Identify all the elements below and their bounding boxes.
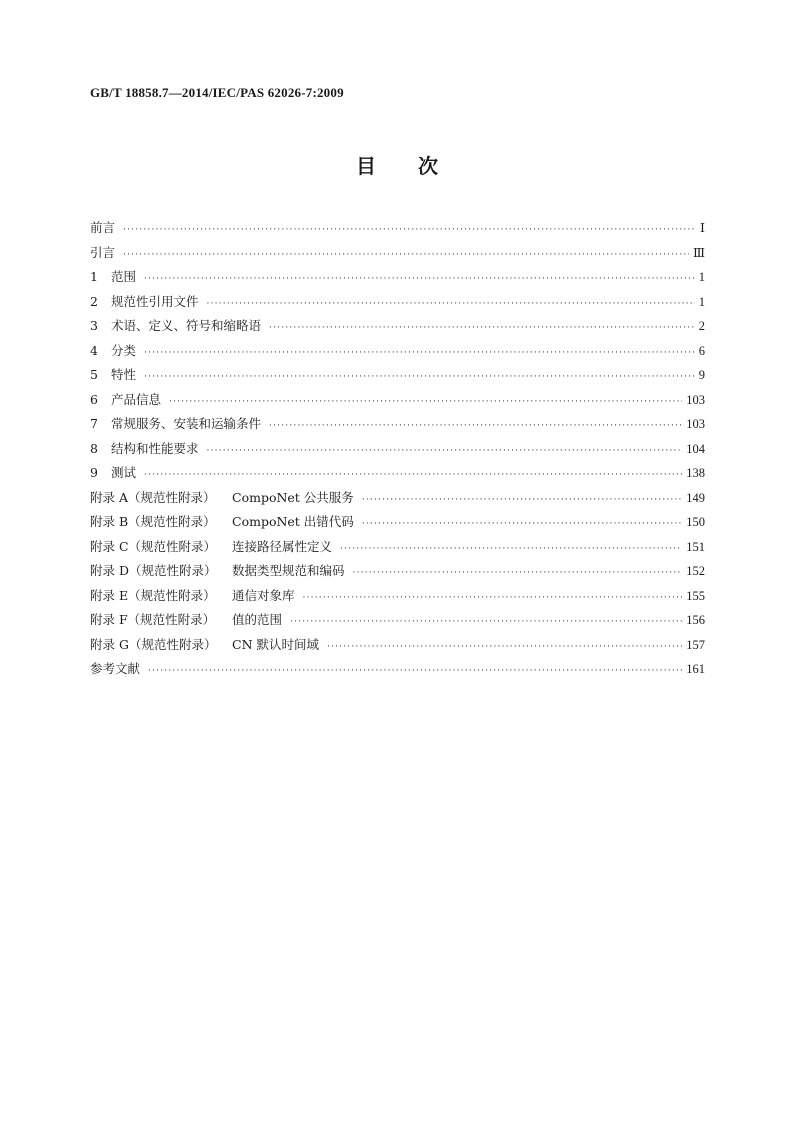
toc-entry-page: 150 bbox=[686, 515, 705, 529]
toc-entry-number: 5 bbox=[90, 367, 98, 382]
toc-leader-dots bbox=[269, 414, 682, 439]
toc-annex-prefix: 附录 G（规范性附录） bbox=[90, 636, 217, 652]
toc-entry-label: 参考文献 bbox=[90, 661, 141, 676]
toc-entry-page: 103 bbox=[686, 392, 705, 407]
toc-entry-number: 3 bbox=[90, 318, 98, 333]
toc-entry-page: 157 bbox=[686, 637, 705, 652]
toc-entry-annex-a[interactable] bbox=[90, 486, 705, 511]
toc-entry-1[interactable] bbox=[90, 265, 705, 290]
toc-annex-prefix: 附录 E（规范性附录） bbox=[90, 587, 216, 603]
toc-leader-dots bbox=[123, 218, 696, 243]
toc-annex-prefix: 附录 F（规范性附录） bbox=[90, 612, 216, 627]
toc-entry-bibliography[interactable] bbox=[90, 657, 705, 682]
toc-entry-number: 6 bbox=[90, 391, 98, 407]
toc-entry-label: 前言 bbox=[90, 220, 116, 235]
toc-entry-number: 7 bbox=[90, 416, 98, 431]
toc-leader-dots bbox=[340, 537, 682, 562]
toc-entry-annex-e[interactable] bbox=[90, 584, 705, 609]
toc-leader-dots bbox=[303, 586, 683, 611]
toc-entry-9[interactable] bbox=[90, 461, 705, 486]
toc-leader-dots bbox=[144, 365, 695, 390]
toc-entry-page: 9 bbox=[698, 368, 705, 382]
toc-entry-page: 1 bbox=[698, 294, 705, 309]
toc-entry-8[interactable] bbox=[90, 437, 705, 462]
standard-number: GB/T 18858.7—2014/IEC/PAS 62026-7:2009 bbox=[90, 85, 344, 100]
toc-entry-page: 155 bbox=[686, 588, 705, 603]
toc-entry-page: 152 bbox=[686, 564, 705, 578]
toc-entry-annex-g[interactable] bbox=[90, 633, 705, 658]
toc-entry-label: CompoNet 公共服务 bbox=[232, 489, 354, 505]
toc-entry-annex-c[interactable] bbox=[90, 535, 705, 560]
toc-entry-page: 6 bbox=[698, 343, 705, 358]
toc-entry-page: Ⅲ bbox=[692, 245, 705, 260]
toc-annex-prefix: 附录 C（规范性附录） bbox=[90, 538, 217, 554]
toc-title: 目次 bbox=[356, 154, 480, 178]
toc-entry-label: 分类 bbox=[111, 342, 137, 358]
toc-entry-label: 产品信息 bbox=[111, 391, 162, 407]
toc-entry-number: 2 bbox=[90, 293, 98, 309]
toc-list bbox=[90, 216, 705, 682]
toc-entry-page: 104 bbox=[686, 441, 705, 456]
toc-leader-dots bbox=[269, 316, 695, 341]
toc-leader-dots bbox=[290, 610, 682, 635]
toc-entry-page: 149 bbox=[686, 490, 705, 505]
toc-entry-4[interactable] bbox=[90, 339, 705, 364]
toc-entry-page: Ⅰ bbox=[700, 221, 705, 235]
toc-annex-prefix: 附录 A（规范性附录） bbox=[90, 489, 216, 505]
toc-entry-label: 结构和性能要求 bbox=[111, 440, 199, 456]
toc-entry-page: 138 bbox=[686, 466, 705, 480]
toc-entry-number: 4 bbox=[90, 342, 98, 358]
toc-leader-dots bbox=[144, 267, 695, 292]
toc-entry-label: 特性 bbox=[111, 367, 137, 382]
toc-leader-dots bbox=[327, 635, 682, 660]
toc-entry-7[interactable] bbox=[90, 412, 705, 437]
toc-entry-5[interactable] bbox=[90, 363, 705, 388]
toc-entry-label: 测试 bbox=[111, 465, 137, 480]
toc-leader-dots bbox=[123, 243, 689, 268]
toc-entry-label: 术语、定义、符号和缩略语 bbox=[111, 318, 262, 333]
toc-leader-dots bbox=[144, 341, 695, 366]
toc-entry-page: 156 bbox=[686, 613, 705, 627]
toc-entry-number: 8 bbox=[90, 440, 98, 456]
toc-leader-dots bbox=[207, 439, 683, 464]
toc-entry-6[interactable] bbox=[90, 388, 705, 413]
toc-entry-label: 连接路径属性定义 bbox=[232, 538, 333, 554]
toc-entry-label: CN 默认时间域 bbox=[232, 636, 319, 652]
toc-leader-dots bbox=[144, 463, 682, 488]
toc-leader-dots bbox=[207, 292, 695, 317]
toc-annex-prefix: 附录 B（规范性附录） bbox=[90, 514, 216, 529]
toc-entry-label: 范围 bbox=[111, 269, 137, 284]
toc-entry-2[interactable] bbox=[90, 290, 705, 315]
toc-entry-label: CompoNet 出错代码 bbox=[232, 514, 354, 529]
toc-entry-label: 规范性引用文件 bbox=[111, 293, 199, 309]
toc-entry-annex-d[interactable] bbox=[90, 559, 705, 584]
toc-leader-dots bbox=[353, 561, 683, 586]
toc-entry-label: 数据类型规范和编码 bbox=[232, 563, 345, 578]
toc-entry-introduction[interactable] bbox=[90, 241, 705, 266]
toc-leader-dots bbox=[362, 512, 682, 537]
toc-entry-number: 1 bbox=[90, 269, 98, 284]
toc-entry-number: 9 bbox=[90, 465, 98, 480]
toc-entry-annex-b[interactable] bbox=[90, 510, 705, 535]
toc-entry-label: 常规服务、安装和运输条件 bbox=[111, 416, 262, 431]
toc-entry-annex-f[interactable] bbox=[90, 608, 705, 633]
toc-leader-dots bbox=[148, 659, 682, 684]
toc-entry-3[interactable] bbox=[90, 314, 705, 339]
toc-entry-page: 103 bbox=[686, 417, 705, 431]
toc-entry-page: 151 bbox=[686, 539, 705, 554]
toc-entry-label: 通信对象库 bbox=[232, 587, 295, 603]
toc-entry-page: 2 bbox=[698, 319, 705, 333]
toc-entry-page: 1 bbox=[698, 270, 705, 284]
toc-leader-dots bbox=[362, 488, 682, 513]
toc-leader-dots bbox=[169, 390, 682, 415]
toc-entry-label: 值的范围 bbox=[232, 612, 283, 627]
toc-entry-foreword[interactable] bbox=[90, 216, 705, 241]
toc-entry-label: 引言 bbox=[90, 244, 116, 260]
toc-entry-page: 161 bbox=[686, 662, 705, 676]
toc-annex-prefix: 附录 D（规范性附录） bbox=[90, 563, 217, 578]
